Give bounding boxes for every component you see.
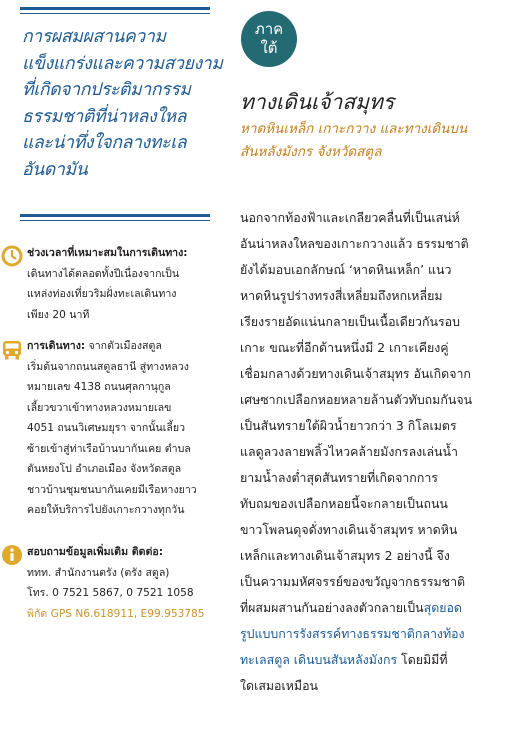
- subtitle-line: หาดหินเหล็ก เกาะกวาง และทางเดินบน: [240, 121, 468, 137]
- body-line: เชื่อมกลางด้วยทางเดินเจ้าสมุทร อันเกิดจาก: [240, 366, 471, 381]
- top-divider: [20, 7, 210, 10]
- quote-line: แข็งแกร่งและความสวยงาม: [22, 53, 223, 74]
- travel-first-line: จากตัวเมืองสตูล: [85, 340, 162, 352]
- body-line: ขาวโพลนดุจดั่งทางเดินเจ้าสมุทร หาดหิน: [240, 522, 458, 537]
- travel-text: [27, 336, 215, 521]
- contact-line: ททท. สำนักงานตรัง (ตรัง สตูล): [27, 566, 170, 579]
- quote-line: การผสมผสานความ: [22, 27, 166, 47]
- best-time-line: เพียง 20 นาที: [27, 308, 90, 321]
- body-text: ที่ผสมผสานกันอย่างลงตัวกลายเป็น: [240, 600, 424, 615]
- bottom-divider-thin: [20, 220, 210, 221]
- body-line: หาดหินรูปร่างทรงสี่เหลี่ยมถึงหกเหลี่ยม: [240, 288, 443, 303]
- region-badge-line1: ภาค: [254, 20, 284, 38]
- bottom-divider: [20, 214, 210, 217]
- body-highlight: สุดยอด: [423, 600, 462, 615]
- best-time-title: ช่วงเวลาที่เหมาะสมในการเดินทาง:: [27, 247, 188, 259]
- body-line: ทับถมของเปลือกหอยนี้จะกลายเป็นถนน: [240, 496, 448, 511]
- body-line: ยังได้มอบเอกลักษณ์ ‘หาดหินเหล็ก’ แนว: [240, 262, 452, 277]
- best-time-line: แหล่งท่องเที่ยวริมฝั่งทะเลเดินทาง: [27, 288, 177, 300]
- info-icon: [1, 544, 23, 566]
- travel-line: ตันหยงโป อำเภอเมือง จังหวัดสตูล: [27, 463, 182, 475]
- body-highlight: ทะเลสตูล เดินบนสันหลังมังกร: [240, 652, 398, 667]
- article-title: ทางเดินเจ้าสมุทร: [240, 90, 395, 114]
- region-badge-line2: ใต้: [260, 39, 278, 57]
- right-column: [230, 0, 510, 729]
- body-line: [240, 647, 508, 673]
- travel-line: หมายเลข 4138 ถนนศุลกานุกูล: [27, 381, 171, 393]
- quote-line: ที่เกิดจากประติมากรรม: [22, 80, 191, 100]
- travel-title: การเดินทาง:: [27, 340, 86, 352]
- article-subtitle: [240, 118, 467, 164]
- travel-line: เริ่มต้นจากถนนสตูลธานี สู่ทางหลวง: [27, 360, 189, 373]
- body-line: นอกจากท้องฟ้าและเกลียวคลื่นที่เป็นเสน่ห์: [240, 210, 460, 225]
- travel-line: ซ้ายเข้าสู่ท่าเรือบ้านบากันเคย ตำบล: [27, 442, 191, 455]
- pull-quote: [22, 24, 223, 183]
- gps-coordinates: พิกัด GPS N6.618911, E99.953785: [27, 607, 205, 620]
- quote-line: และน่าทึ่งใจกลางทะเล: [22, 133, 187, 153]
- contact-text: [27, 542, 215, 624]
- body-line: แลดูลวงลายพลิ้วไหวคล้ายมังกรลงเล่นน้ำ: [240, 444, 458, 459]
- subtitle-line: สันหลังมังกร จังหวัดสตูล: [240, 144, 382, 160]
- body-line: เศษซากเปลือกหอยหลายล้านตัวทับถมกันจน: [240, 392, 473, 407]
- body-text: โดยมิมีที่: [397, 652, 448, 667]
- best-time-line: เดินทางได้ตลอดทั้งปีเนื่องจากเป็น: [27, 267, 180, 280]
- body-line: เกาะ ขณะที่อีกด้านหนึ่งมี 2 เกาะเคียงคู่: [240, 340, 449, 355]
- body-line: เป็นความมหัศจรรย์ของขวัญจากธรรมชาติ: [240, 574, 466, 589]
- article-body: [240, 205, 508, 699]
- region-badge: [241, 11, 297, 67]
- top-divider-thin: [20, 13, 210, 14]
- body-line: เรียงรายอัดแน่นกลายเป็นเนื้อเดียวกันรอบ: [240, 314, 460, 329]
- bus-icon: [1, 339, 23, 361]
- travel-line: 4051 ถนนวิเศษมยุรา จากนั้นเลี้ยว: [27, 422, 186, 434]
- clock-icon: [1, 245, 23, 267]
- travel-line: เลี้ยวขวาเข้าทางหลวงหมายเลข: [27, 401, 172, 414]
- quote-line: อันดามัน: [22, 159, 88, 180]
- body-highlight: รูปแบบการรังสรรค์ทางธรรมชาติกลางท้อง: [240, 626, 465, 641]
- travel-line: คอยให้บริการไปยังเกาะกวางทุกวัน: [27, 504, 185, 516]
- body-line: ใดเสมอเหมือน: [240, 678, 318, 693]
- contact-title: สอบถามข้อมูลเพิ่มเติม ติดต่อ:: [27, 546, 163, 558]
- body-line: [240, 595, 508, 621]
- quote-line: ธรรมชาติที่น่าหลงใหล: [22, 106, 187, 127]
- best-time-text: [27, 243, 215, 325]
- body-line: เป็นสันทรายใต้ผิวน้ำยาวกว่า 3 กิโลเมตร: [240, 418, 457, 433]
- body-line: ยามน้ำลงต่ำสุดสันทรายที่เกิดจากการ: [240, 470, 438, 485]
- body-line: อันน่าหลงใหลของเกาะกวางแล้ว ธรรมชาติ: [240, 236, 469, 251]
- travel-line: ชาวบ้านชุมชนบากันเคยมีเรือหางยาว: [27, 483, 197, 496]
- left-column: [0, 0, 223, 729]
- contact-line: โทร. 0 7521 5867, 0 7521 1058: [27, 587, 194, 599]
- body-line: เหล็กและทางเดินเจ้าสมุทร 2 อย่างนี้ จึง: [240, 548, 450, 563]
